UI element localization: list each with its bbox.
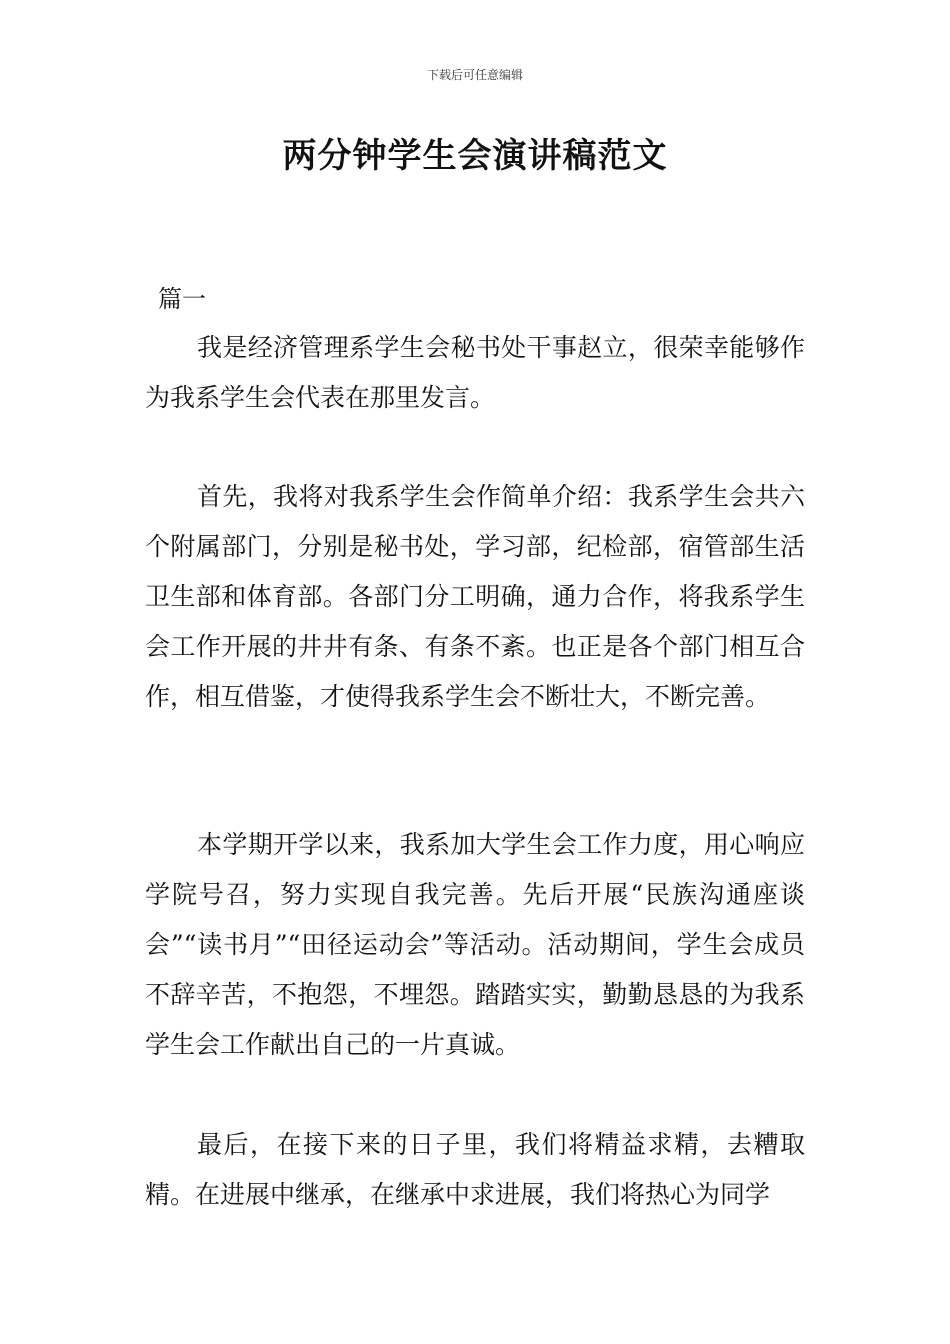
paragraph-conclusion: 最后，在接下来的日子里，我们将精益求精，去糟取精。在进展中继承，在继承中求进展，我们将热心为同学 — [145, 1130, 805, 1209]
document-title: 两分钟学生会演讲稿范文 — [282, 136, 668, 176]
paragraph-intro: 我是经济管理系学生会秘书处干事赵立，很荣幸能够作为我系学生会代表在那里发言。 — [145, 333, 805, 412]
header-note: 下载后可任意编辑 — [426, 68, 523, 82]
section-label: 篇一 — [158, 285, 206, 313]
paragraph-activities: 本学期开学以来，我系加大学生会工作力度，用心响应学院号召，努力实现自我完善。先后开展“民族沟通座谈会”“读书月”“田径运动会”等活动。活动期间，学生会成员不辞辛苦，不抱怨，不埋怨。踏踏实实，勤勤恳恳的为我系学生会工作献出自己的一片真诚。 — [145, 830, 805, 1059]
paragraph-departments: 首先，我将对我系学生会作简单介绍：我系学生会共六个附属部门，分别是秘书处，学习部，纪检部，宿管部生活卫生部和体育部。各部门分工明确，通力合作，将我系学生会工作开展的井井有条、有条不紊。也正是各个部门相互合作，相互借鉴，才使得我系学生会不断壮大，不断完善。 — [145, 482, 805, 711]
